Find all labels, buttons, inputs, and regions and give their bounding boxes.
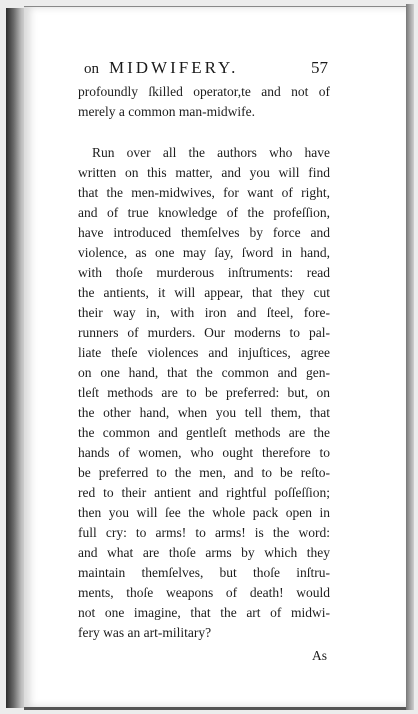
paragraph-first-line: Run over all the authors who have [92,145,330,160]
text-line: not one imagine, that the art of midwi- [78,605,330,620]
text-line: that the men-midwives, for want of right, [78,185,330,200]
running-header-prefix: on [84,61,99,77]
text-line: then you will ſee the whole pack open in [78,505,330,520]
page-edge-shadow [406,4,414,710]
text-line: liate theſe violences and injuſtices, agree [78,345,330,360]
text-line: maintain themſelves, but thoſe inſtru- [78,565,330,580]
text-line: on one hand, that the common and gen- [78,365,330,380]
text-line: written on this matter, and you will find [78,165,330,180]
running-header [84,58,334,78]
text-line: their way in, with iron and ſteel, fore- [78,305,330,320]
text-line: runners of murders. Our moderns to pal- [78,325,330,340]
text-line: violence, as one may ſay, ſword in hand, [78,245,330,260]
text-line: be preferred to the men, and to be reſto- [78,465,330,480]
text-line: fery was an art-military? [78,625,212,640]
text-line: the antients, it will appear, that they cut [78,285,330,300]
text-line: merely a common man-midwife. [78,104,255,119]
catchword: As [312,648,328,663]
text-line: the other hand, when you tell them, that [78,405,330,420]
text-line: the common and gentleſt methods are the [78,425,330,440]
text-line: ments, thoſe weapons of death! would [78,585,330,600]
text-line: and what are thoſe arms by which they [78,545,330,560]
text-line: red to their antient and rightful poſſeſſion; [78,485,330,500]
text-line: full cry: to arms! to arms! is the word: [78,525,330,540]
text-line: with thoſe murderous inſtruments: read [78,265,330,280]
text-line: tleſt methods are to be preferred: but, on [78,385,330,400]
text-line: hands of women, who ought therefore to [78,445,330,460]
text-line: have introduced themſelves by force and [78,225,330,240]
running-header-title: MIDWIFERY. [109,58,239,77]
page-number: 57 [311,58,328,77]
text-line: and of true knowledge of the profeſſion, [78,205,330,220]
text-line: profoundly ſkilled operator,te and not of [78,84,330,99]
